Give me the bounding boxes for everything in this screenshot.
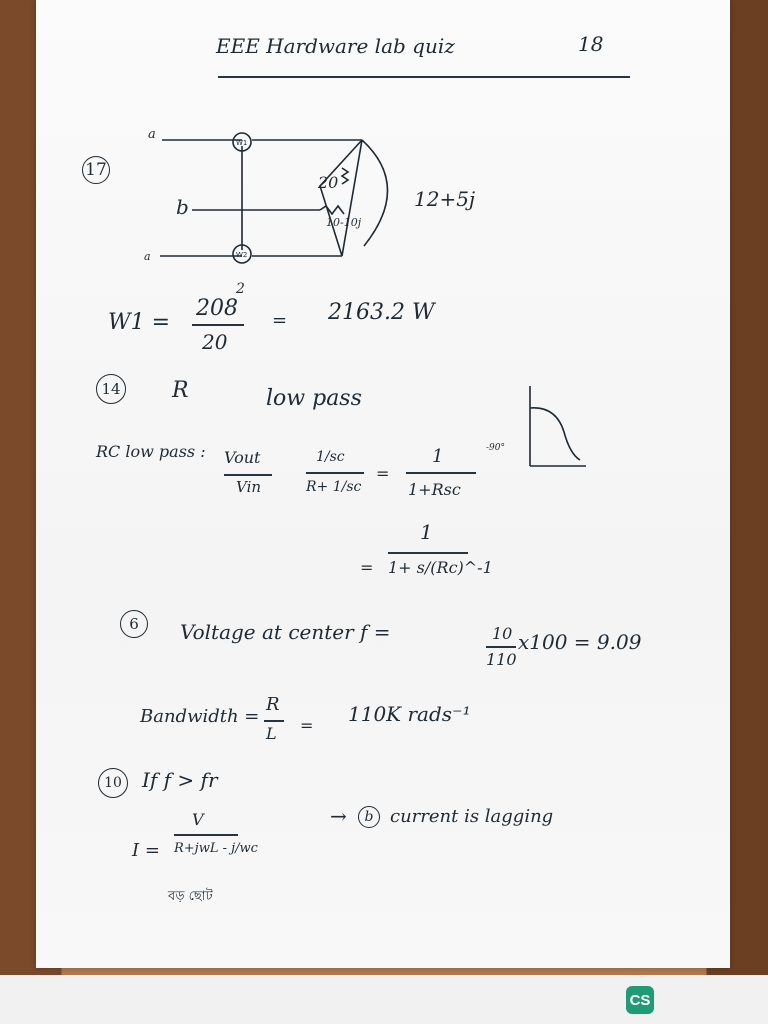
- bandwidth-fraction-bar: [264, 720, 284, 722]
- current-numerator: V: [192, 810, 204, 829]
- final-denominator: 1+ s/(Rc)^-1: [388, 558, 493, 577]
- current-denominator: R+jwL - j/wc: [174, 841, 258, 856]
- q10-notes: বড় ছোট: [168, 889, 213, 904]
- terminal-c-label: a: [144, 250, 151, 263]
- q6-fraction-bar: [486, 646, 516, 648]
- bandwidth-equals: =: [300, 716, 314, 735]
- current-lhs: I =: [132, 840, 160, 861]
- terminal-b-label: b: [176, 195, 189, 219]
- camscanner-logo: CS: [626, 986, 654, 1014]
- w1-denominator: 20: [202, 330, 228, 354]
- final-fraction-bar: [388, 552, 468, 554]
- w1-exponent: 2: [236, 281, 245, 297]
- w1-equals: =: [272, 310, 288, 331]
- bandwidth-value: 110K rads⁻¹: [348, 702, 471, 726]
- mid-fraction-bar: [306, 472, 364, 474]
- title-underline: [218, 76, 630, 78]
- bandwidth-label: Bandwidth =: [140, 706, 260, 727]
- page-title: EEE Hardware lab quiz: [216, 34, 455, 58]
- rhs-numerator: 1: [432, 446, 444, 467]
- notebook-page: [36, 0, 730, 968]
- mid-fraction-denominator: R+ 1/sc: [306, 479, 362, 495]
- q10-arrow: →: [330, 804, 347, 828]
- w1-lhs: W1 =: [108, 310, 171, 335]
- wattmeter-1-label: W1: [236, 139, 248, 147]
- rhs-fraction-bar: [406, 472, 476, 474]
- w1-result: 2163.2 W: [328, 300, 435, 325]
- q10-answer: current is lagging: [390, 806, 554, 827]
- graph-phase-label: -90°: [486, 443, 505, 453]
- bandwidth-numerator: R: [266, 694, 280, 715]
- w1-fraction-bar: [192, 324, 244, 326]
- low-pass-response-sketch: [520, 384, 590, 470]
- current-fraction-bar: [174, 834, 238, 836]
- q10-option: b: [358, 806, 380, 828]
- w1-numerator: 208: [196, 296, 238, 321]
- q6-result: x100 = 9.09: [518, 630, 642, 654]
- question-number-10: 10: [98, 768, 128, 798]
- q6-denominator: 110: [486, 650, 517, 669]
- vout-vin-bar: [224, 474, 272, 476]
- q6-text: Voltage at center f =: [180, 620, 391, 644]
- rc-low-pass-label: RC low pass :: [96, 442, 206, 461]
- final-numerator: 1: [420, 520, 433, 544]
- impedance-2-label: 12+5j: [414, 187, 476, 211]
- vin-label: Vin: [236, 478, 262, 496]
- mid-fraction-numerator: 1/sc: [316, 449, 345, 465]
- terminal-a-label: a: [148, 127, 156, 142]
- resistor-20-label: 20: [318, 173, 339, 192]
- equals-2: =: [360, 558, 374, 577]
- q14-text: low pass: [266, 386, 362, 411]
- quiz-number: 18: [578, 32, 604, 56]
- q10-condition: If f > fr: [142, 768, 218, 792]
- wattmeter-2-label: W2: [236, 251, 248, 259]
- rhs-denominator: 1+Rsc: [408, 480, 461, 499]
- impedance-1-label: 10-10j: [326, 216, 362, 229]
- equals-1: =: [376, 464, 390, 483]
- bandwidth-denominator: L: [266, 724, 277, 743]
- question-number-17: 17: [82, 156, 110, 184]
- wattmeter-circuit-diagram: [144, 126, 476, 266]
- q14-answer: R: [172, 378, 189, 403]
- q6-numerator: 10: [492, 624, 513, 643]
- vout-label: Vout: [224, 448, 261, 467]
- question-number-6: 6: [120, 610, 148, 638]
- question-number-14: 14: [96, 374, 126, 404]
